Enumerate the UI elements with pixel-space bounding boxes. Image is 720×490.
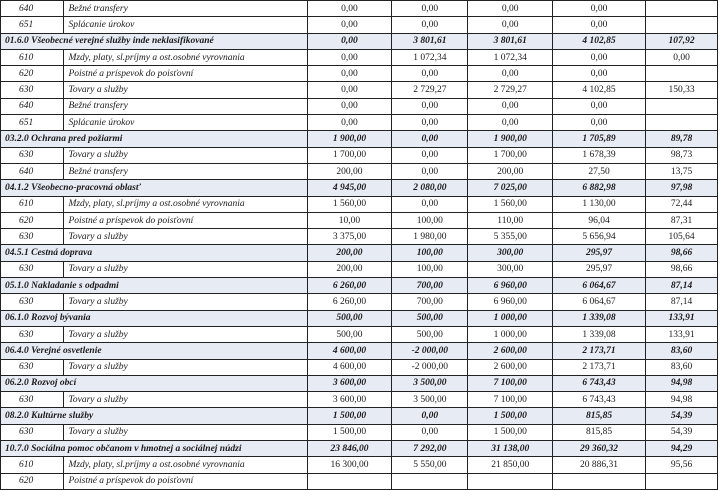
item-description: Tovary a služby [64, 392, 307, 408]
value-percent: 98,66 [646, 261, 718, 277]
value-adjusted-budget: 110,00 [468, 212, 553, 228]
value-actual: 295,97 [552, 245, 645, 261]
item-description: Tovary a služby [64, 147, 307, 163]
item-code: 610 [1, 49, 64, 65]
section-label: 08.2.0 Kultúrne služby [1, 408, 308, 424]
value-percent: 54,39 [646, 424, 718, 440]
value-actual: 0,00 [552, 98, 645, 114]
value-approved-budget: 3 600,00 [307, 375, 392, 391]
value-percent: 95,56 [646, 457, 718, 473]
item-code: 630 [1, 229, 64, 245]
value-percent: 98,73 [646, 147, 718, 163]
value-actual: 6 882,98 [552, 180, 645, 196]
item-code: 620 [1, 473, 64, 489]
value-approved-budget: 0,00 [307, 82, 392, 98]
value-adjusted-budget [468, 473, 553, 489]
value-approved-budget: 200,00 [307, 261, 392, 277]
value-approved-budget: 0,00 [307, 17, 392, 33]
value-percent: 107,92 [646, 33, 718, 49]
section-row [1, 375, 718, 391]
value-percent: 54,39 [646, 408, 718, 424]
value-approved-budget: 23 846,00 [307, 441, 392, 457]
value-percent [646, 473, 718, 489]
value-adjusted-budget: 1 900,00 [468, 131, 553, 147]
value-percent [646, 17, 718, 33]
value-actual: 815,85 [552, 424, 645, 440]
value-budget-change: 3 500,00 [392, 375, 468, 391]
item-code: 651 [1, 115, 64, 131]
section-label: 03.2.0 Ochrana pred požiarmi [1, 131, 308, 147]
item-description: Mzdy, platy, sl.príjmy a ost.osobné vyrovnania [64, 457, 307, 473]
table-row [1, 212, 718, 228]
table-row [1, 424, 718, 440]
value-actual [552, 473, 645, 489]
value-approved-budget: 1 900,00 [307, 131, 392, 147]
value-approved-budget: 1 700,00 [307, 147, 392, 163]
value-actual: 1 678,39 [552, 147, 645, 163]
value-percent: 72,44 [646, 196, 718, 212]
table-row [1, 147, 718, 163]
value-budget-change: 3 500,00 [392, 392, 468, 408]
value-actual: 6 064,67 [552, 294, 645, 310]
value-approved-budget [307, 473, 392, 489]
value-budget-change: 3 801,61 [392, 33, 468, 49]
section-row [1, 131, 718, 147]
value-budget-change: 0,00 [392, 147, 468, 163]
item-description: Splácanie úrokov [64, 115, 307, 131]
value-actual: 6 743,43 [552, 375, 645, 391]
item-code: 640 [1, 163, 64, 179]
value-budget-change: 1 980,00 [392, 229, 468, 245]
value-budget-change: 100,00 [392, 212, 468, 228]
value-budget-change: 0,00 [392, 1, 468, 17]
value-adjusted-budget: 1 560,00 [468, 196, 553, 212]
table-row [1, 229, 718, 245]
item-code: 640 [1, 1, 64, 17]
value-budget-change: 100,00 [392, 245, 468, 261]
value-approved-budget: 16 300,00 [307, 457, 392, 473]
item-description: Mzdy, platy, sl.príjmy a ost.osobné vyrovnania [64, 196, 307, 212]
value-actual: 2 173,71 [552, 343, 645, 359]
value-adjusted-budget: 6 960,00 [468, 294, 553, 310]
table-row [1, 392, 718, 408]
item-code: 630 [1, 326, 64, 342]
value-budget-change: 700,00 [392, 278, 468, 294]
value-approved-budget: 3 600,00 [307, 392, 392, 408]
section-label: 04.1.2 Všeobecno-pracovná oblasť [1, 180, 308, 196]
table-row [1, 115, 718, 131]
value-actual: 0,00 [552, 1, 645, 17]
value-actual: 6 743,43 [552, 392, 645, 408]
item-description: Poistné a príspevok do poisťovní [64, 66, 307, 82]
item-code: 651 [1, 17, 64, 33]
value-adjusted-budget: 0,00 [468, 1, 553, 17]
value-percent [646, 1, 718, 17]
value-percent: 0,00 [646, 49, 718, 65]
value-actual: 0,00 [552, 115, 645, 131]
value-approved-budget: 1 500,00 [307, 408, 392, 424]
value-approved-budget: 0,00 [307, 98, 392, 114]
item-description: Tovary a služby [64, 294, 307, 310]
value-actual: 0,00 [552, 66, 645, 82]
section-row [1, 245, 718, 261]
value-adjusted-budget: 300,00 [468, 261, 553, 277]
item-description: Tovary a služby [64, 229, 307, 245]
item-description: Splácanie úrokov [64, 17, 307, 33]
item-code: 630 [1, 392, 64, 408]
value-percent: 89,78 [646, 131, 718, 147]
table-row [1, 66, 718, 82]
value-actual: 5 656,94 [552, 229, 645, 245]
section-row [1, 278, 718, 294]
section-row [1, 441, 718, 457]
value-approved-budget: 1 500,00 [307, 424, 392, 440]
item-code: 630 [1, 261, 64, 277]
value-approved-budget: 10,00 [307, 212, 392, 228]
value-actual: 2 173,71 [552, 359, 645, 375]
value-budget-change: 0,00 [392, 66, 468, 82]
value-actual: 4 102,85 [552, 33, 645, 49]
value-adjusted-budget: 5 355,00 [468, 229, 553, 245]
item-code: 610 [1, 457, 64, 473]
value-budget-change: 0,00 [392, 196, 468, 212]
value-adjusted-budget: 21 850,00 [468, 457, 553, 473]
table-row [1, 17, 718, 33]
section-label: 06.1.0 Rozvoj bývania [1, 310, 308, 326]
value-adjusted-budget: 2 600,00 [468, 343, 553, 359]
value-percent [646, 98, 718, 114]
item-description: Poistné a príspevok do poisťovní [64, 473, 307, 489]
item-description: Bežné transfery [64, 1, 307, 17]
value-actual: 1 339,08 [552, 326, 645, 342]
value-adjusted-budget: 0,00 [468, 17, 553, 33]
item-code: 630 [1, 294, 64, 310]
value-percent: 87,14 [646, 294, 718, 310]
value-adjusted-budget: 200,00 [468, 163, 553, 179]
value-adjusted-budget: 2 729,27 [468, 82, 553, 98]
value-adjusted-budget: 0,00 [468, 66, 553, 82]
value-actual: 4 102,85 [552, 82, 645, 98]
value-approved-budget: 500,00 [307, 310, 392, 326]
value-approved-budget: 0,00 [307, 115, 392, 131]
value-approved-budget: 500,00 [307, 326, 392, 342]
value-budget-change: 100,00 [392, 261, 468, 277]
table-row [1, 326, 718, 342]
value-percent [646, 66, 718, 82]
value-actual: 6 064,67 [552, 278, 645, 294]
section-label: 04.5.1 Cestná doprava [1, 245, 308, 261]
value-approved-budget: 6 260,00 [307, 278, 392, 294]
item-code: 630 [1, 424, 64, 440]
item-description: Tovary a služby [64, 424, 307, 440]
value-adjusted-budget: 0,00 [468, 115, 553, 131]
item-description: Tovary a služby [64, 359, 307, 375]
value-budget-change: 7 292,00 [392, 441, 468, 457]
section-row [1, 180, 718, 196]
value-approved-budget: 0,00 [307, 49, 392, 65]
value-approved-budget: 4 945,00 [307, 180, 392, 196]
value-percent: 133,91 [646, 326, 718, 342]
value-budget-change: 0,00 [392, 163, 468, 179]
value-actual: 1 705,89 [552, 131, 645, 147]
value-adjusted-budget: 7 100,00 [468, 375, 553, 391]
table-row [1, 294, 718, 310]
value-percent: 97,98 [646, 180, 718, 196]
value-budget-change: 500,00 [392, 326, 468, 342]
item-code: 620 [1, 212, 64, 228]
value-approved-budget: 4 600,00 [307, 359, 392, 375]
item-description: Tovary a služby [64, 261, 307, 277]
value-percent: 94,29 [646, 441, 718, 457]
value-adjusted-budget: 2 600,00 [468, 359, 553, 375]
value-adjusted-budget: 3 801,61 [468, 33, 553, 49]
value-approved-budget: 1 560,00 [307, 196, 392, 212]
table-row [1, 82, 718, 98]
value-budget-change: 500,00 [392, 310, 468, 326]
value-budget-change: 1 072,34 [392, 49, 468, 65]
value-budget-change: 0,00 [392, 131, 468, 147]
value-adjusted-budget: 1 072,34 [468, 49, 553, 65]
item-code: 630 [1, 147, 64, 163]
value-percent [646, 115, 718, 131]
section-row [1, 33, 718, 49]
value-approved-budget: 200,00 [307, 163, 392, 179]
value-adjusted-budget: 7 100,00 [468, 392, 553, 408]
value-budget-change: 2 080,00 [392, 180, 468, 196]
value-actual: 0,00 [552, 49, 645, 65]
value-percent: 105,64 [646, 229, 718, 245]
value-budget-change: 0,00 [392, 408, 468, 424]
value-budget-change: 0,00 [392, 424, 468, 440]
section-label: 06.2.0 Rozvoj obcí [1, 375, 308, 391]
value-actual: 20 886,31 [552, 457, 645, 473]
value-adjusted-budget: 6 960,00 [468, 278, 553, 294]
section-label: 01.6.0 Všeobecné verejné služby inde neklasifikované [1, 33, 308, 49]
value-adjusted-budget: 31 138,00 [468, 441, 553, 457]
value-budget-change: 5 550,00 [392, 457, 468, 473]
value-actual: 1 339,08 [552, 310, 645, 326]
value-adjusted-budget: 1 500,00 [468, 424, 553, 440]
value-adjusted-budget: 7 025,00 [468, 180, 553, 196]
value-actual: 295,97 [552, 261, 645, 277]
value-approved-budget: 0,00 [307, 33, 392, 49]
section-row [1, 343, 718, 359]
value-percent: 94,98 [646, 392, 718, 408]
table-row [1, 49, 718, 65]
value-adjusted-budget: 300,00 [468, 245, 553, 261]
item-description: Poistné a príspevok do poisťovní [64, 212, 307, 228]
value-budget-change: 700,00 [392, 294, 468, 310]
value-budget-change [392, 473, 468, 489]
table-row [1, 457, 718, 473]
value-adjusted-budget: 1 500,00 [468, 408, 553, 424]
table-row [1, 359, 718, 375]
item-code: 620 [1, 66, 64, 82]
value-percent: 98,66 [646, 245, 718, 261]
item-description: Tovary a služby [64, 82, 307, 98]
value-budget-change: 0,00 [392, 115, 468, 131]
table-row [1, 98, 718, 114]
value-approved-budget: 0,00 [307, 66, 392, 82]
value-percent: 150,33 [646, 82, 718, 98]
section-label: 10.7.0 Sociálna pomoc občanom v hmotnej a sociálnej núdzi [1, 441, 308, 457]
value-budget-change: -2 000,00 [392, 343, 468, 359]
value-actual: 96,04 [552, 212, 645, 228]
value-adjusted-budget: 1 700,00 [468, 147, 553, 163]
value-adjusted-budget: 1 000,00 [468, 310, 553, 326]
value-actual: 815,85 [552, 408, 645, 424]
value-actual: 29 360,32 [552, 441, 645, 457]
value-budget-change: -2 000,00 [392, 359, 468, 375]
item-code: 630 [1, 82, 64, 98]
value-percent: 83,60 [646, 359, 718, 375]
value-budget-change: 0,00 [392, 98, 468, 114]
value-budget-change: 2 729,27 [392, 82, 468, 98]
value-actual: 1 130,00 [552, 196, 645, 212]
value-approved-budget: 200,00 [307, 245, 392, 261]
value-percent: 87,31 [646, 212, 718, 228]
section-row [1, 310, 718, 326]
section-row [1, 408, 718, 424]
value-approved-budget: 0,00 [307, 1, 392, 17]
value-approved-budget: 4 600,00 [307, 343, 392, 359]
budget-table-body [1, 1, 718, 490]
table-row [1, 163, 718, 179]
section-label: 06.4.0 Verejné osvetlenie [1, 343, 308, 359]
item-description: Mzdy, platy, sl.príjmy a ost.osobné vyrovnania [64, 49, 307, 65]
item-description: Bežné transfery [64, 163, 307, 179]
value-budget-change: 0,00 [392, 17, 468, 33]
value-adjusted-budget: 0,00 [468, 98, 553, 114]
value-adjusted-budget: 1 000,00 [468, 326, 553, 342]
table-row [1, 261, 718, 277]
table-row [1, 1, 718, 17]
item-description: Tovary a služby [64, 326, 307, 342]
value-percent: 83,60 [646, 343, 718, 359]
value-approved-budget: 6 260,00 [307, 294, 392, 310]
value-percent: 133,91 [646, 310, 718, 326]
value-actual: 27,50 [552, 163, 645, 179]
item-code: 640 [1, 98, 64, 114]
item-code: 630 [1, 359, 64, 375]
value-percent: 94,98 [646, 375, 718, 391]
value-percent: 13,75 [646, 163, 718, 179]
value-approved-budget: 3 375,00 [307, 229, 392, 245]
item-code: 610 [1, 196, 64, 212]
section-label: 05.1.0 Nakladanie s odpadmi [1, 278, 308, 294]
value-actual: 0,00 [552, 17, 645, 33]
value-percent: 87,14 [646, 278, 718, 294]
table-row [1, 473, 718, 489]
table-row [1, 196, 718, 212]
item-description: Bežné transfery [64, 98, 307, 114]
